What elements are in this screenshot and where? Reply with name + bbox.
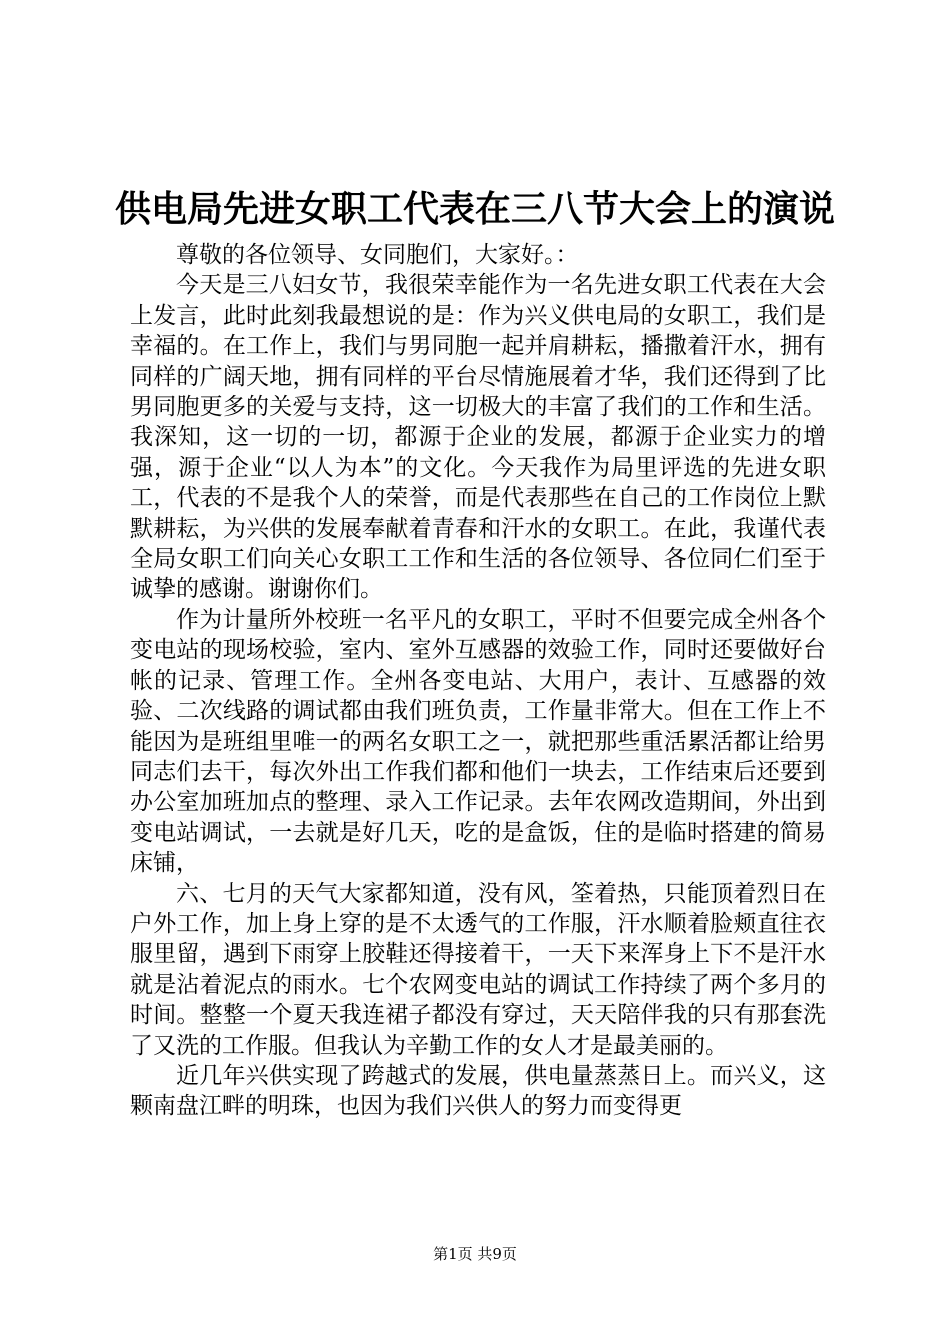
document-title: 供电局先进女职工代表在三八节大会上的演说 [114,188,835,230]
paragraph-3: 六、七月的天气大家都知道，没有风，筌着热，只能顶着烈日在户外工作，加上身上穿的是不太透气的工作服，汗水顺着脸颊直往衣服里留，遇到下雨穿上胶鞋还得接着干，一天下来浑身上下不是汗水就是沾着泥点的雨水。七个农网变电站的调试工作持续了两个多月的时间。整整一个夏天我连裙子都没有穿过，天天陪伴我的只有那套洗了又洗的工作服。但我认为辛勤工作的女人才是最美丽的。 [130,880,826,1059]
page-number-footer: 第1页 共9页 [433,1245,517,1263]
paragraph-4: 近几年兴供实现了跨越式的发展，供电量蒸蒸日上。而兴义，这颗南盘江畔的明珠，也因为我们兴供人的努力而变得更 [130,1062,826,1120]
paragraph-2: 作为计量所外校班一名平凡的女职工，平时不但要完成全州各个变电站的现场校验，室内、室外互感器的效验工作，同时还要做好台帐的记录、管理工作。全州各变电站、大用户，表计、互感器的效验、二次线路的调试都由我们班负责，工作量非常大。但在工作上不能因为是班组里唯一的两名女职工之一，就把那些重活累活都让给男同志们去干，每次外出工作我们都和他们一块去，工作结束后还要到办公室加班加点的整理、录入工作记录。去年农网改造期间，外出到变电站调试，一去就是好几天，吃的是盒饭，住的是临时搭建的简易床铺， [130,606,826,877]
document-body [130,240,826,1122]
paragraph-1: 今天是三八妇女节，我很荣幸能作为一名先进女职工代表在大会上发言，此时此刻我最想说的是：作为兴义供电局的女职工，我们是幸福的。在工作上，我们与男同胞一起并肩耕耘，播撒着汗水，拥有同样的广阔天地，拥有同样的平台尽情施展着才华，我们还得到了比男同胞更多的关爱与支持，这一切极大的丰富了我们的工作和生活。我深知，这一切的一切，都源于企业的发展，都源于企业实力的增强，源于企业“以人为本”的文化。今天我作为局里评选的先进女职工，代表的不是我个人的荣誉，而是代表那些在自己的工作岗位上默默耕耘，为兴供的发展奉献着青春和汗水的女职工。在此，我谨代表全局女职工们向关心女职工工作和生活的各位领导、各位同仁们至于诚挚的感谢。谢谢你们。 [130,272,826,603]
paragraph-salutation: 尊敬的各位领导、女同胞们，大家好。： [176,242,579,268]
